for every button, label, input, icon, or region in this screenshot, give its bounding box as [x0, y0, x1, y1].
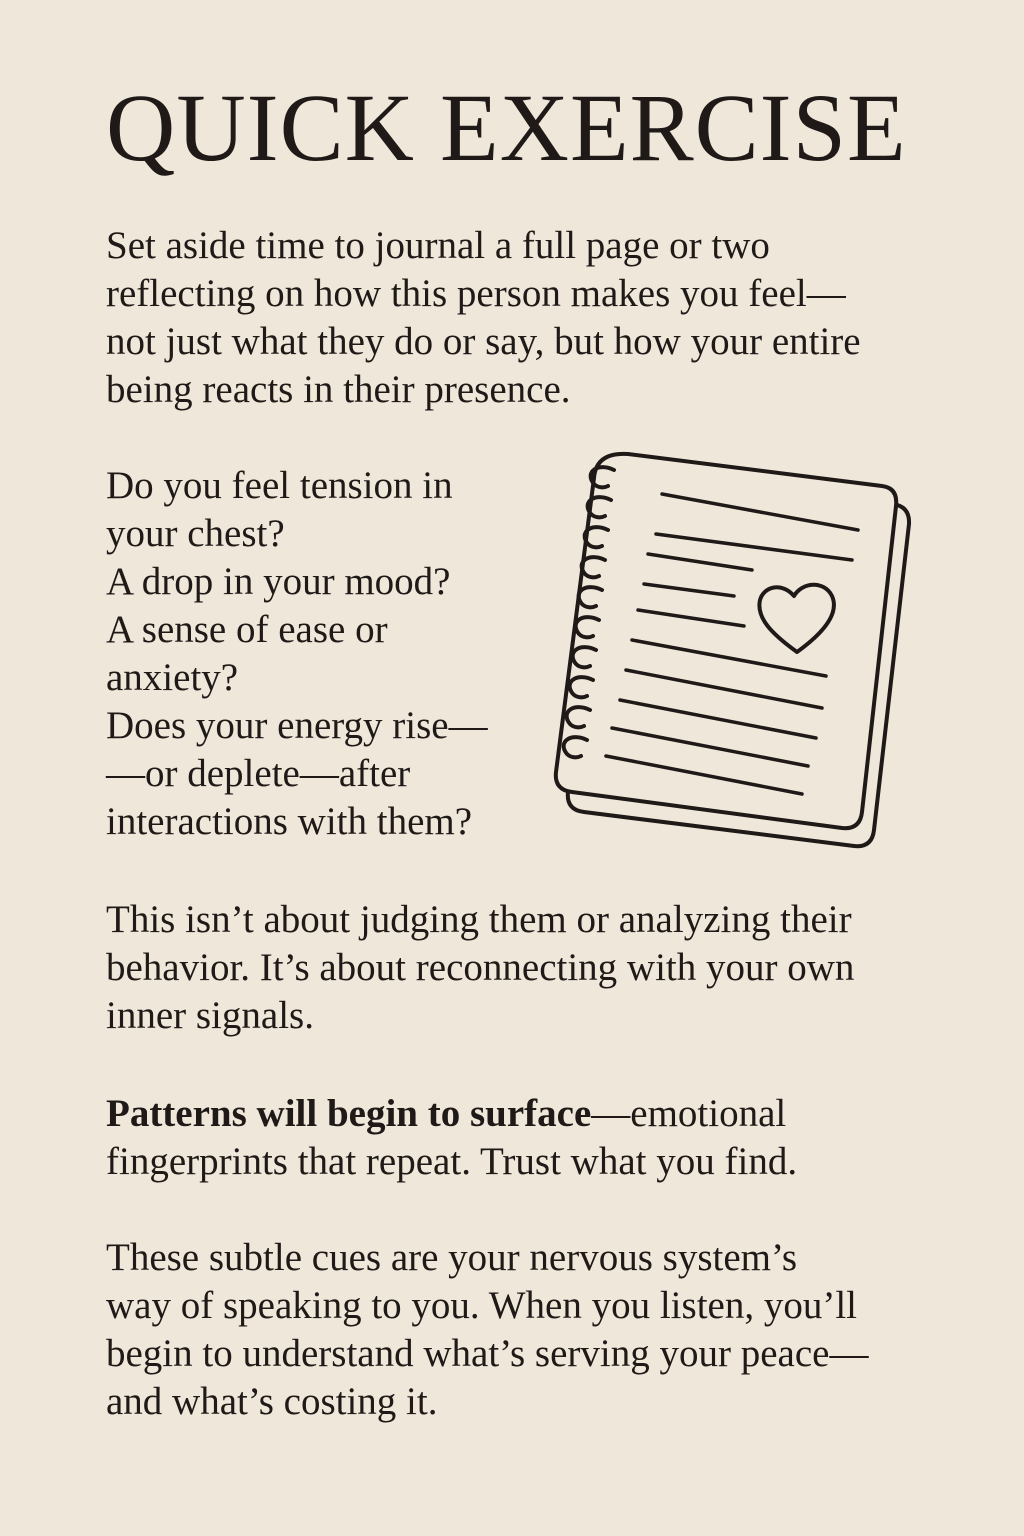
question-line: —or deplete—after	[106, 752, 411, 795]
patterns-paragraph	[106, 1090, 926, 1186]
question-line: your chest?	[106, 512, 285, 555]
intro-line: reflecting on how this person makes you feel—	[106, 272, 846, 315]
closing-line: begin to understand what’s serving your peace—	[106, 1332, 869, 1375]
notebook-front-page	[556, 454, 896, 828]
intro-line: Set aside time to journal a full page or two	[106, 224, 770, 267]
purpose-line: behavior. It’s about reconnecting with your own	[106, 946, 855, 989]
question-line: anxiety?	[106, 656, 239, 699]
purpose-line: This isn’t about judging them or analyzing their	[106, 898, 852, 941]
closing-line: and what’s costing it.	[106, 1380, 438, 1423]
intro-line: being reacts in their presence.	[106, 368, 571, 411]
question-line: Does your energy rise—	[106, 704, 488, 747]
patterns-bold-lead: Patterns will begin to surface	[106, 1092, 592, 1135]
intro-paragraph	[106, 222, 926, 414]
question-line: A sense of ease or	[106, 608, 388, 651]
closing-line: way of speaking to you. When you listen, you’ll	[106, 1284, 857, 1327]
closing-paragraph	[106, 1234, 926, 1426]
closing-line: These subtle cues are your nervous system’s	[106, 1236, 797, 1279]
question-line: interactions with them?	[106, 800, 473, 843]
purpose-line: inner signals.	[106, 994, 314, 1037]
spiral-notebook-with-heart-icon	[532, 438, 916, 850]
patterns-line: fingerprints that repeat. Trust what you find.	[106, 1140, 798, 1183]
purpose-paragraph	[106, 896, 926, 1040]
patterns-line	[106, 1090, 926, 1138]
page-title: QUICK EXERCISE	[106, 74, 907, 181]
patterns-rest: —emotional	[591, 1092, 787, 1135]
question-line: A drop in your mood?	[106, 560, 451, 603]
intro-line: not just what they do or say, but how your entire	[106, 320, 861, 363]
question-line: Do you feel tension in	[106, 464, 453, 507]
reflection-questions	[106, 462, 536, 846]
